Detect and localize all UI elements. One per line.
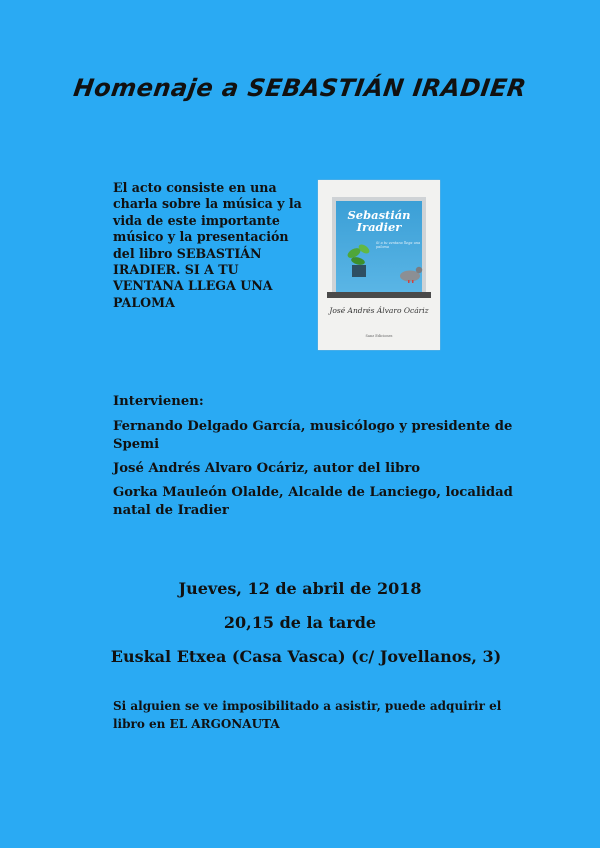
book-author: José Andrés Álvaro Ocáriz [329,306,429,315]
event-date: Jueves, 12 de abril de 2018 [178,579,422,598]
poster-title: Homenaje a SEBASTIÁN IRADIER [71,74,529,102]
speaker-item: Fernando Delgado García, musicólogo y presidente de Spemi [113,419,513,452]
book-cover-title: Sebastián Iradier [347,208,411,234]
book-cover-window [332,197,426,295]
shelf-graphic [327,292,431,298]
speakers-section [113,393,533,526]
speaker-item: Gorka Mauleón Olalde, Alcalde de Lanciego, localidad natal de Iradier [113,485,513,518]
intro-text: El acto consiste en una charla sobre la música y la vida de este importante músico y la presentación del libro SEBASTIÁN IRADIER. SI A TU VENTANA LLEGA UNA PALOMA [113,180,302,310]
event-time: 20,15 de la tarde [223,613,377,632]
book-cover-image [318,180,440,350]
footer-note: Si alguien se ve imposibilitado a asistir, puede adquirir el libro en EL ARGONAUTA [113,699,502,731]
event-details [0,579,600,681]
speakers-heading: Intervienen: [113,394,204,409]
speaker-item: José Andrés Alvaro Ocáriz, autor del libro [113,461,421,476]
book-publisher: Sanz Ediciones [365,334,393,338]
book-cover-subtitle: Si a tu ventana llega una paloma [376,241,421,249]
event-place: Euskal Etxea (Casa Vasca) (c/ Jovellanos, 3) [110,647,502,666]
pigeon-icon [398,265,424,283]
plant-icon [344,239,374,279]
